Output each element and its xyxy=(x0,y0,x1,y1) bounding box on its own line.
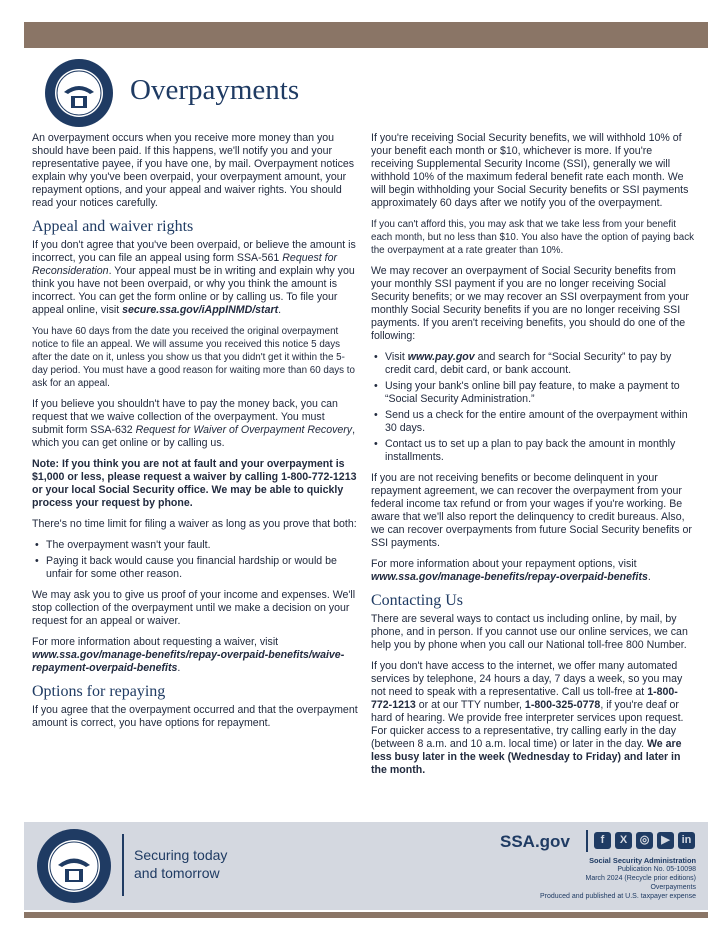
list-item: • Contact us to set up a plan to pay back the amount in monthly installments. xyxy=(371,438,697,464)
waiver-conditions-list xyxy=(32,539,358,581)
page-title: Overpayments xyxy=(130,74,300,106)
list-item: • Send us a check for the entire amount of the overpayment within 30 days. xyxy=(371,409,697,435)
proof-paragraph: We may ask you to give us proof of your income and expenses. We'll stop collection of the overpayment until we make a decision on your request for an appeal or waiver. xyxy=(32,589,356,627)
publication-date: March 2024 (Recycle prior editions) xyxy=(585,875,696,882)
list-item: • Paying it back would cause you financial hardship or would be unfair for some other reason. xyxy=(32,555,358,581)
options-paragraph: If you agree that the overpayment occurred and that the overpayment amount is correct, you have options for repayment. xyxy=(32,704,358,729)
withholding-paragraph: If you're receiving Social Security benefits, we will withhold 10% of your benefit each month or $10, whichever is more. If you're receiving Supplemental Security Income (SSI), generally we will withhold 10% of the maximum federal benefit rate each month. We will begin withholding your Social Security benefits or SSI payments approximately 60 days after we notify you of the overpayment. xyxy=(371,132,689,209)
repay-info-paragraph: For more information about your repayment options, visit www.ssa.gov/manage-benefits/repay-overpaid-benefits. xyxy=(371,558,651,583)
recover-paragraph: We may recover an overpayment of Social Security benefits from your monthly SSI payment if you are no longer receiving Social Security benefits; or we may recover an SSI overpayment from your monthly Social Security benefits if you are no longer receiving SSI payments. If you aren't receiving benefits, you should do one of the following: xyxy=(371,265,689,342)
footer-divider xyxy=(122,834,124,896)
busy-times-note: We are less busy later in the week (Wednesday to Friday) and later in the month. xyxy=(371,738,682,776)
note-paragraph: Note: If you think you are not at fault and your overpayment is $1,000 or less, please request a waiver by calling 1-800-772-1213 or your local Social Security office. We may be able to quickly process your request by phone. xyxy=(32,458,357,509)
publication-number: Publication No. 05-10098 xyxy=(617,866,696,873)
intro-paragraph: An overpayment occurs when you receive more money than you should have been paid. If this happens, we'll notify you and your representative payee, if you have one, by mail. Overpayment notices explain why you've been overpaid, your overpayment amount, your repayment options, and your appeal and waiver rights. You should read your notices carefully. xyxy=(32,132,355,209)
form-ssa-561-title: Request for Reconsideration xyxy=(32,252,338,277)
waiver-paragraph: If you believe you shouldn't have to pay the money back, you can request that we waive collection of the overpayment. You must submit form SSA-632 Request for Waiver of Overpayment Recovery, which you can get online or by calling us. xyxy=(32,398,356,449)
org-name: Social Security Administration xyxy=(589,856,696,865)
options-heading: Options for repaying xyxy=(32,683,166,700)
appeal-heading: Appeal and waiver rights xyxy=(32,218,194,235)
facebook-icon[interactable]: f xyxy=(594,832,611,849)
contact-paragraph-1: There are several ways to contact us including online, by mail, by phone, and in person. If you cannot use our online services, we can help you by phone when you call our National toll-free 800 Number. xyxy=(371,613,688,651)
appeal-online-link[interactable]: secure.ssa.gov/iAppINMD/start xyxy=(122,304,279,316)
payment-options-list xyxy=(371,351,697,464)
page-header xyxy=(44,58,684,128)
publication-topic: Overpayments xyxy=(650,884,696,891)
form-ssa-632-title: Request for Waiver of Overpayment Recovery xyxy=(135,424,353,436)
repay-info-link[interactable]: www.ssa.gov/manage-benefits/repay-overpaid-benefits xyxy=(371,571,648,583)
right-column xyxy=(371,132,697,785)
youtube-icon[interactable]: ▶ xyxy=(657,832,674,849)
tagline: Securing today and tomorrow xyxy=(134,847,228,881)
produced-note: Produced and published at U.S. taxpayer expense xyxy=(539,893,696,900)
list-item: • The overpayment wasn't your fault. xyxy=(32,539,358,552)
pay-gov-link[interactable]: www.pay.gov xyxy=(407,351,475,363)
ssa-seal-logo xyxy=(36,828,112,904)
list-item: • Visit www.pay.gov and search for “Social Security” to pay by credit card, debit card, or bank account. xyxy=(371,351,697,377)
x-icon[interactable]: X xyxy=(615,832,632,849)
phone-number: 1-800-772-1213 xyxy=(371,686,678,711)
page-footer xyxy=(24,822,708,910)
no-time-limit-paragraph: There's no time limit for filing a waiver as long as you prove that both: xyxy=(32,518,357,530)
tty-number: 1-800-325-0778 xyxy=(524,699,601,711)
social-divider xyxy=(586,830,588,852)
bottom-decorative-bar xyxy=(24,912,708,918)
afford-paragraph: If you can't afford this, you may ask that we take less from your benefit each month, but no less than $10. You also have the option of paying back the overpayment at a rate greater than 10%. xyxy=(371,219,694,256)
appeal-paragraph: If you don't agree that you've been overpaid, or believe the amount is incorrect, you can file an appeal using form SSA-561 Request for Reconsideration. Your appeal must be in writing and explain why you think you have not been overpaid, or why you think the amount is incorrect. You can get the form online or by calling us. To file your appeal online, visit secure.ssa.gov/iAppINMD/start. xyxy=(32,239,356,316)
instagram-icon[interactable]: ◎ xyxy=(636,832,653,849)
waiver-info-link[interactable]: www.ssa.gov/manage-benefits/repay-overpaid-benefits/waive-repayment-overpaid-benefits xyxy=(32,649,345,674)
deadline-paragraph: You have 60 days from the date you received the original overpayment notice to file an appeal. We will assume you received this notice 5 days after the date on it, unless you show us that you didn't get it within the 5-day period. You must have a good reason for waiting more than 60 days to ask for an appeal. xyxy=(32,326,355,389)
contact-heading: Contacting Us xyxy=(371,592,463,609)
linkedin-icon[interactable]: in xyxy=(678,832,695,849)
publication-info xyxy=(456,856,696,901)
contact-paragraph-2: If you don't have access to the internet, we offer many automated services by telephone, 24 hours a day, 7 days a week, so you may not need to speak with a representative. Call us toll-free at 1-800-772-1213 or at our TTY number, 1-800-325-0778, if you're deaf or hard of hearing. We provide free interpreter services upon request. For quicker access to a representative, try calling early in the day (between 8 a.m. and 10 a.m. local time) or later in the day. We are less busy later in the week (Wednesday to Friday) and later in the month. xyxy=(371,660,684,776)
top-decorative-bar xyxy=(24,22,708,48)
ssa-gov-link[interactable]: SSA.gov xyxy=(500,832,570,851)
delinquent-paragraph: If you are not receiving benefits or become delinquent in your repayment agreement, we can recover the overpayment from your federal income tax refund or from your wages if you're working. Be aware that we'll also report the delinquency to credit bureaus. Also, we can recover overpayments from future Social Security benefits or SSI payments. xyxy=(371,472,692,549)
left-column xyxy=(32,132,358,738)
list-item: • Using your bank's online bill pay feature, to make a payment to “Social Security Administration.” xyxy=(371,380,697,406)
waiver-info-paragraph: For more information about requesting a waiver, visit www.ssa.gov/manage-benefits/repay-overpaid-benefits/waive-repayment-overpaid-benefits. xyxy=(32,636,345,674)
ssa-seal-logo xyxy=(44,58,114,128)
social-icons xyxy=(594,832,695,849)
